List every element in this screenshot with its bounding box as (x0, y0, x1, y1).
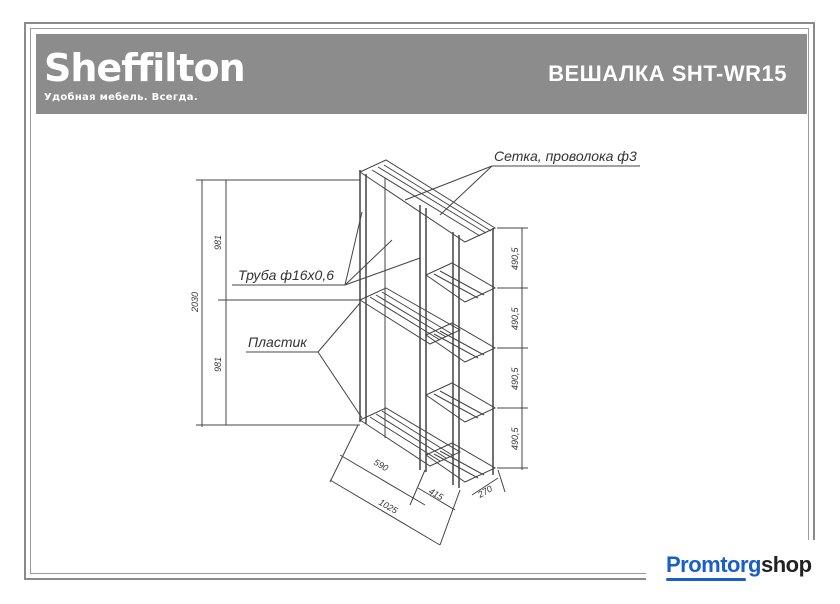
dim-total-height: 2030 (190, 291, 200, 312)
dim-shelf-gap-4: 490,5 (510, 427, 520, 450)
dim-shelf-gap-3: 490,5 (510, 367, 520, 390)
dim-lower-height: 981 (213, 356, 223, 372)
watermark-logo (646, 540, 822, 588)
brand-logo: Sheffilton (44, 46, 245, 90)
watermark-underline (666, 578, 746, 581)
dim-width-left: 590 (372, 457, 391, 474)
dim-shelf-gap-2: 490,5 (510, 307, 520, 330)
brand-tagline: Удобная мебель. Всегда. (44, 92, 198, 103)
dim-upper-height: 981 (213, 234, 223, 250)
callout-plastic: Пластик (248, 334, 307, 350)
dim-shelf-gap-1: 490,5 (510, 247, 520, 270)
dim-width-total: 1025 (377, 497, 400, 516)
product-title: ВЕШАЛКА SHT-WR15 (548, 61, 787, 86)
watermark-part1: Promtorg (666, 552, 761, 577)
watermark-part2: shop (761, 552, 812, 577)
dim-depth: 270 (476, 483, 495, 500)
callout-mesh: Сетка, проволока ф3 (494, 148, 637, 164)
dim-width-right: 415 (427, 486, 446, 503)
callout-tube: Труба ф16х0,6 (238, 267, 334, 283)
